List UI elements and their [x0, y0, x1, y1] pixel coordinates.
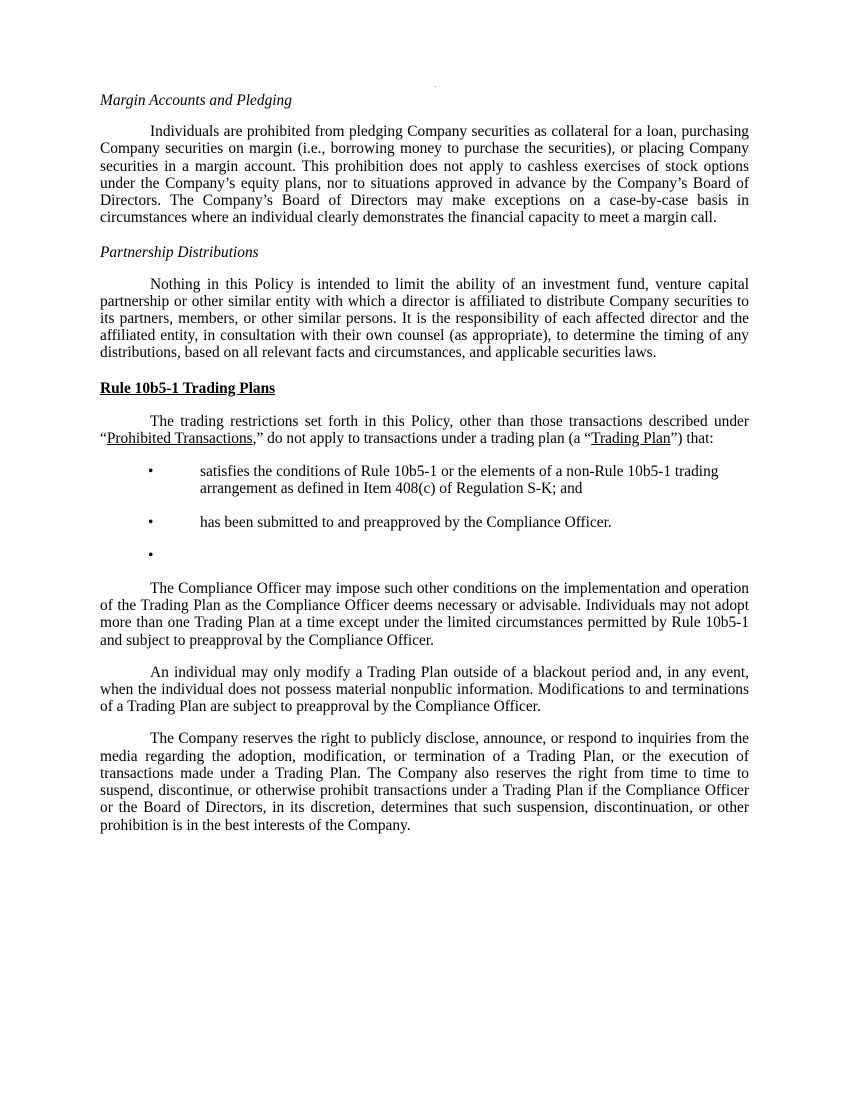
bullet-icon: •	[148, 546, 154, 564]
list-item	[100, 514, 749, 531]
paragraph-company-rights: The Company reserves the right to publicly disclose, announce, or respond to inquiries from the media regarding the adoption, modification, or termination of a Trading Plan, or the execution of transactions made under a Trading Plan. The Company also reserves the right from time to time to suspend, discontinue, or otherwise prohibit transactions under a Trading Plan if the Compliance Officer or the Board of Directors, in its discretion, determines that such suspension, discontinuation, or other prohibition is in the best interests of the Company.	[100, 730, 749, 834]
section-heading-partnership-distributions: Partnership Distributions	[100, 244, 259, 262]
document-page	[100, 92, 749, 834]
intro-text-before: The trading restrictions set forth in this Policy, other than those transactions described under “	[100, 412, 749, 448]
intro-text-middle: ,” do not apply to transactions under a trading plan (a “	[252, 430, 592, 448]
paragraph-compliance-conditions: The Compliance Officer may impose such other conditions on the implementation and operation of the Trading Plan as the Compliance Officer deems necessary or advisable. Individuals may not adopt more than one Trading Plan at a time except under the limited circumstances permitted by Rule 10b5-1 and subject to preapproval by the Compliance Officer.	[100, 580, 749, 649]
paragraph-margin-accounts: Individuals are prohibited from pledging Company securities as collateral for a loan, purchasing Company securities on margin (i.e., borrowing money to purchase the securities), or placing Company securities in a margin account. This prohibition does not apply to cashless exercises of stock options under the Company’s equity plans, nor to situations approved in advance by the Company’s Board of Directors. The Company’s Board of Directors may make exceptions on a case-by-case basis in circumstances where an individual clearly demonstrates the financial capacity to meet a margin call.	[100, 123, 749, 227]
list-item-text	[200, 547, 204, 564]
link-prohibited-transactions[interactable]: Prohibited Transactions	[106, 430, 253, 448]
intro-text-after: ”) that:	[670, 430, 714, 448]
list-item	[100, 547, 749, 564]
section-heading-rule-10b5-1: Rule 10b5-1 Trading Plans	[100, 379, 276, 397]
bullet-icon: •	[148, 513, 154, 531]
paragraph-partnership-distributions: Nothing in this Policy is intended to limit the ability of an investment fund, venture capital partnership or other similar entity with which a director is affiliated to distribute Company securities to its partners, members, or other similar persons. It is the responsibility of each affected director and the affiliated entity, in consultation with their own counsel (as appropriate), to determine the timing of any distributions, based on all relevant facts and circumstances, and applicable securities laws.	[100, 275, 749, 362]
paragraph-plan-modification: An individual may only modify a Trading Plan outside of a blackout period and, in any event, when the individual does not possess material nonpublic information. Modifications to and terminations of a Trading Plan are subject to preapproval by the Compliance Officer.	[100, 663, 749, 716]
list-item-text: has been submitted to and preapproved by the Compliance Officer.	[200, 513, 612, 531]
trading-plan-conditions-list	[100, 463, 749, 564]
paragraph-trading-plan-intro	[100, 413, 749, 447]
defined-term-trading-plan: Trading Plan	[591, 430, 671, 448]
list-item	[100, 463, 749, 497]
list-item-text: satisfies the conditions of Rule 10b5-1 or the elements of a non-Rule 10b5-1 trading arrangement as defined in Item 408(c) of Regulation S-K; and	[200, 463, 719, 498]
bullet-icon: •	[148, 463, 154, 481]
scan-speck	[435, 86, 436, 87]
section-heading-margin-accounts: Margin Accounts and Pledging	[100, 92, 292, 109]
